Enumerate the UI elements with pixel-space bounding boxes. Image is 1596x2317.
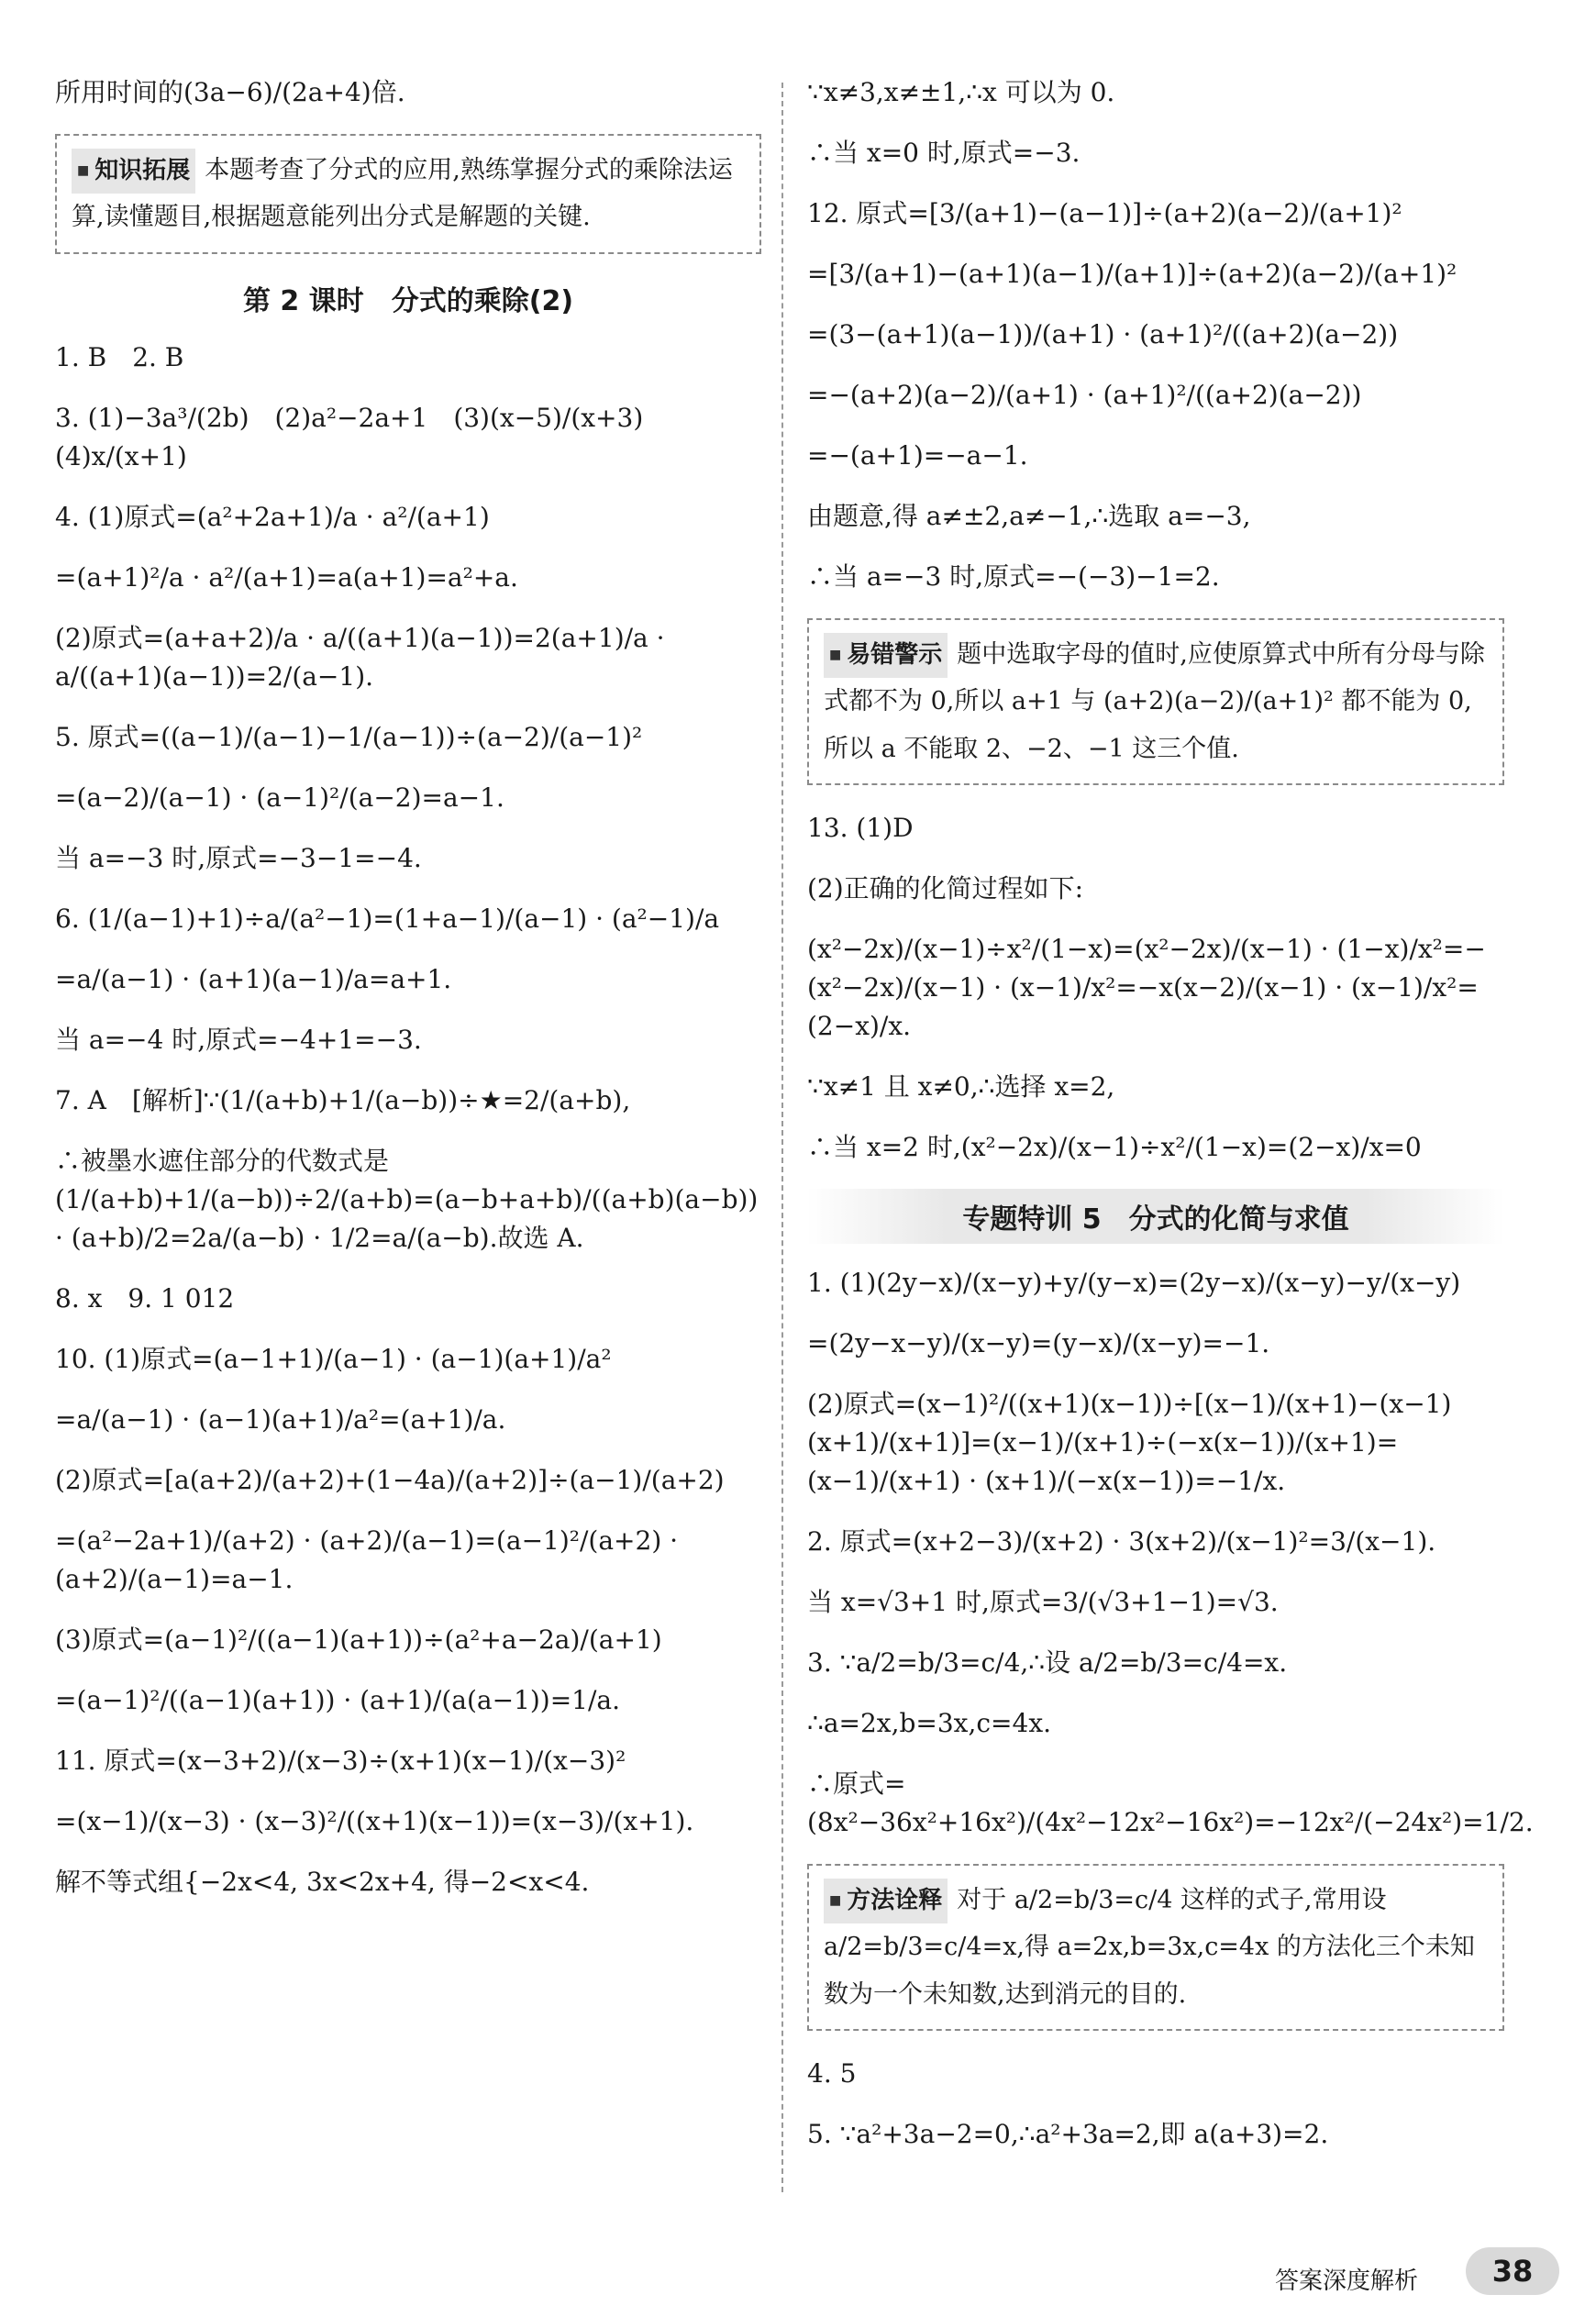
answer-line: 8. x 9. 1 012 [55,1282,235,1314]
answer-line: (x²−2x)/(x−1)÷x²/(1−x)=(x²−2x)/(x−1) · (1−x)/x²=−(x²−2x)/(x−1) · (x−1)/x²=−x(x−2)/(x−1) · (x−1)/x²=(2−x)/x. [807,933,1486,1041]
column-divider [781,83,783,2192]
note-box [807,1864,1504,2031]
note-box [807,618,1504,785]
note-tag: ■ 易错警示 [824,633,948,678]
answer-line: 5. 原式=((a−1)/(a−1)−1/(a−1))÷(a−2)/(a−1)² [55,721,643,752]
answer-line: 4. (1)原式=(a²+2a+1)/a · a²/(a+1) [55,501,490,532]
answer-line: 4. 5 [807,2057,857,2089]
answer-line: ∴当 a=−3 时,原式=−(−3)−1=2. [807,561,1220,592]
answer-line: 3. (1)−3a³/(2b) (2)a²−2a+1 (3)(x−5)/(x+3) (4)x/(x+1) [55,402,670,471]
answer-line: ∴被墨水遮住部分的代数式是(1/(a+b)+1/(a−b))÷2/(a+b)=(a−b+a+b)/((a+b)(a−b)) · (a+b)/2=2a/(a−b) · 1/2=a/(a−b).故选 A. [55,1145,767,1253]
answer-line: 7. A [解析]∵(1/(a+b)+1/(a−b))÷★=2/(a+b), [55,1084,631,1115]
section-heading: 第 2 课时 分式的乘除(2) [242,284,574,317]
answer-line: (3)原式=(a−1)²/((a−1)(a+1))÷(a²+a−2a)/(a+1) [55,1624,662,1655]
page-number: 38 [1466,2247,1559,2295]
answer-line: =(2y−x−y)/(x−y)=(y−x)/(x−y)=−1. [807,1327,1270,1358]
answer-line: =(a−2)/(a−1) · (a−1)²/(a−2)=a−1. [55,782,504,813]
section-heading: 专题特训 5 分式的化简与求值 [807,1189,1504,1244]
answer-line: =−(a+2)(a−2)/(a+1) · (a+1)²/((a+2)(a−2)) [807,380,1362,410]
answer-line: ∴当 x=0 时,原式=−3. [807,138,1081,168]
answer-line: (2)原式=(x−1)²/((x+1)(x−1))÷[(x−1)/(x+1)−(x−1)(x+1)/(x+1)]=(x−1)/(x+1)÷(−x(x−1))/(x+1)=(x−1)/(x+1) · (x+1)/(−x(x−1))=−1/x. [807,1388,1452,1496]
answer-line: 当 x=√3+1 时,原式=3/(√3+1−1)=√3. [807,1586,1279,1617]
note-text: 本题考查了分式的应用,熟练掌握分式的乘除法运算,读懂题目,根据题意能列出分式是解题的关键. [72,156,733,232]
answer-line: 5. ∵a²+3a−2=0,∴a²+3a=2,即 a(a+3)=2. [807,2118,1329,2149]
answer-line: 12. 原式=[3/(a+1)−(a−1)]÷(a+2)(a−2)/(a+1)² [807,198,1402,228]
note-box [55,134,761,254]
answer-line: 6. (1/(a−1)+1)÷a/(a²−1)=(1+a−1)/(a−1) · (a²−1)/a [55,903,720,934]
footer-label: 答案深度解析 [1275,2267,1419,2295]
answer-line: 1. (1)(2y−x)/(x−y)+y/(y−x)=(2y−x)/(x−y)−y/(x−y) [807,1267,1461,1298]
answer-line: =(a²−2a+1)/(a+2) · (a+2)/(a−1)=(a−1)²/(a+2) · (a+2)/(a−1)=a−1. [55,1524,686,1594]
answer-line: =(a+1)²/a · a²/(a+1)=a(a+1)=a²+a. [55,561,518,593]
answer-line: 当 a=−3 时,原式=−3−1=−4. [55,842,422,873]
note-text: 题中选取字母的值时,应使原算式中所有分母与除式都不为 0,所以 a+1 与 (a+2)(a−2)/(a+1)² 都不能为 0,所以 a 不能取 2、−2、−1 这三个值. [824,640,1485,763]
answer-line: 所用时间的(3a−6)/(2a+4)倍. [55,77,405,107]
answer-line: ∴a=2x,b=3x,c=4x. [807,1707,1052,1738]
answer-line: =(3−(a+1)(a−1))/(a+1) · (a+1)²/((a+2)(a−2)) [807,319,1399,349]
answer-line: 3. ∵a/2=b/3=c/4,∴设 a/2=b/3=c/4=x. [807,1646,1288,1678]
answer-line: (2)原式=(a+a+2)/a · a/((a+1)(a−1))=2(a+1)/a · a/((a+1)(a−1))=2/(a−1). [55,622,673,692]
note-tag: ■ 方法诠释 [824,1879,948,1923]
answer-line: ∴当 x=2 时,(x²−2x)/(x−1)÷x²/(1−x)=(2−x)/x=0 [807,1131,1422,1162]
answer-line: ∵x≠1 且 x≠0,∴选择 x=2, [807,1070,1115,1102]
answer-line: ∵x≠3,x≠±1,∴x 可以为 0. [807,77,1115,107]
answer-line: 11. 原式=(x−3+2)/(x−3)÷(x+1)(x−1)/(x−3)² [55,1745,626,1776]
note-tag: ■ 知识拓展 [72,149,195,194]
answer-line: 10. (1)原式=(a−1+1)/(a−1) · (a−1)(a+1)/a² [55,1343,612,1374]
answer-line: (2)原式=[a(a+2)/(a+2)+(1−4a)/(a+2)]÷(a−1)/(a+2) [55,1464,725,1495]
answer-line: =(x−1)/(x−3) · (x−3)²/((x+1)(x−1))=(x−3)/(x+1). [55,1805,694,1836]
answer-line: 2. 原式=(x+2−3)/(x+2) · 3(x+2)/(x−1)²=3/(x−1). [807,1525,1436,1557]
answer-line: =a/(a−1) · (a+1)(a−1)/a=a+1. [55,963,452,994]
answer-line: =−(a+1)=−a−1. [807,440,1028,471]
answer-line: 13. (1)D [807,812,914,843]
answer-line: =a/(a−1) · (a−1)(a+1)/a²=(a+1)/a. [55,1403,506,1435]
answer-line: =(a−1)²/((a−1)(a+1)) · (a+1)/(a(a−1))=1/a. [55,1684,621,1715]
answer-line: 由题意,得 a≠±2,a≠−1,∴选取 a=−3, [807,501,1251,531]
answer-line: 1. B 2. B [55,341,184,372]
note-text: 对于 a/2=b/3=c/4 这样的式子,常用设 a/2=b/3=c/4=x,得 a=2x,b=3x,c=4x 的方法化三个未知数为一个未知数,达到消元的目的. [824,1885,1475,2009]
answer-line: ∴原式=(8x²−36x²+16x²)/(4x²−12x²−16x²)=−12x²/(−24x²)=1/2. [807,1768,1534,1837]
right-column [807,73,1534,2176]
answer-line: (2)正确的化简过程如下: [807,872,1084,904]
answer-line: 解不等式组{−2x<4, 3x<2x+4, 得−2<x<4. [55,1866,590,1897]
answer-line: 当 a=−4 时,原式=−4+1=−3. [55,1024,422,1055]
left-column [55,73,767,1923]
answer-line: =[3/(a+1)−(a+1)(a−1)/(a+1)]÷(a+2)(a−2)/(a+1)² [807,259,1457,289]
